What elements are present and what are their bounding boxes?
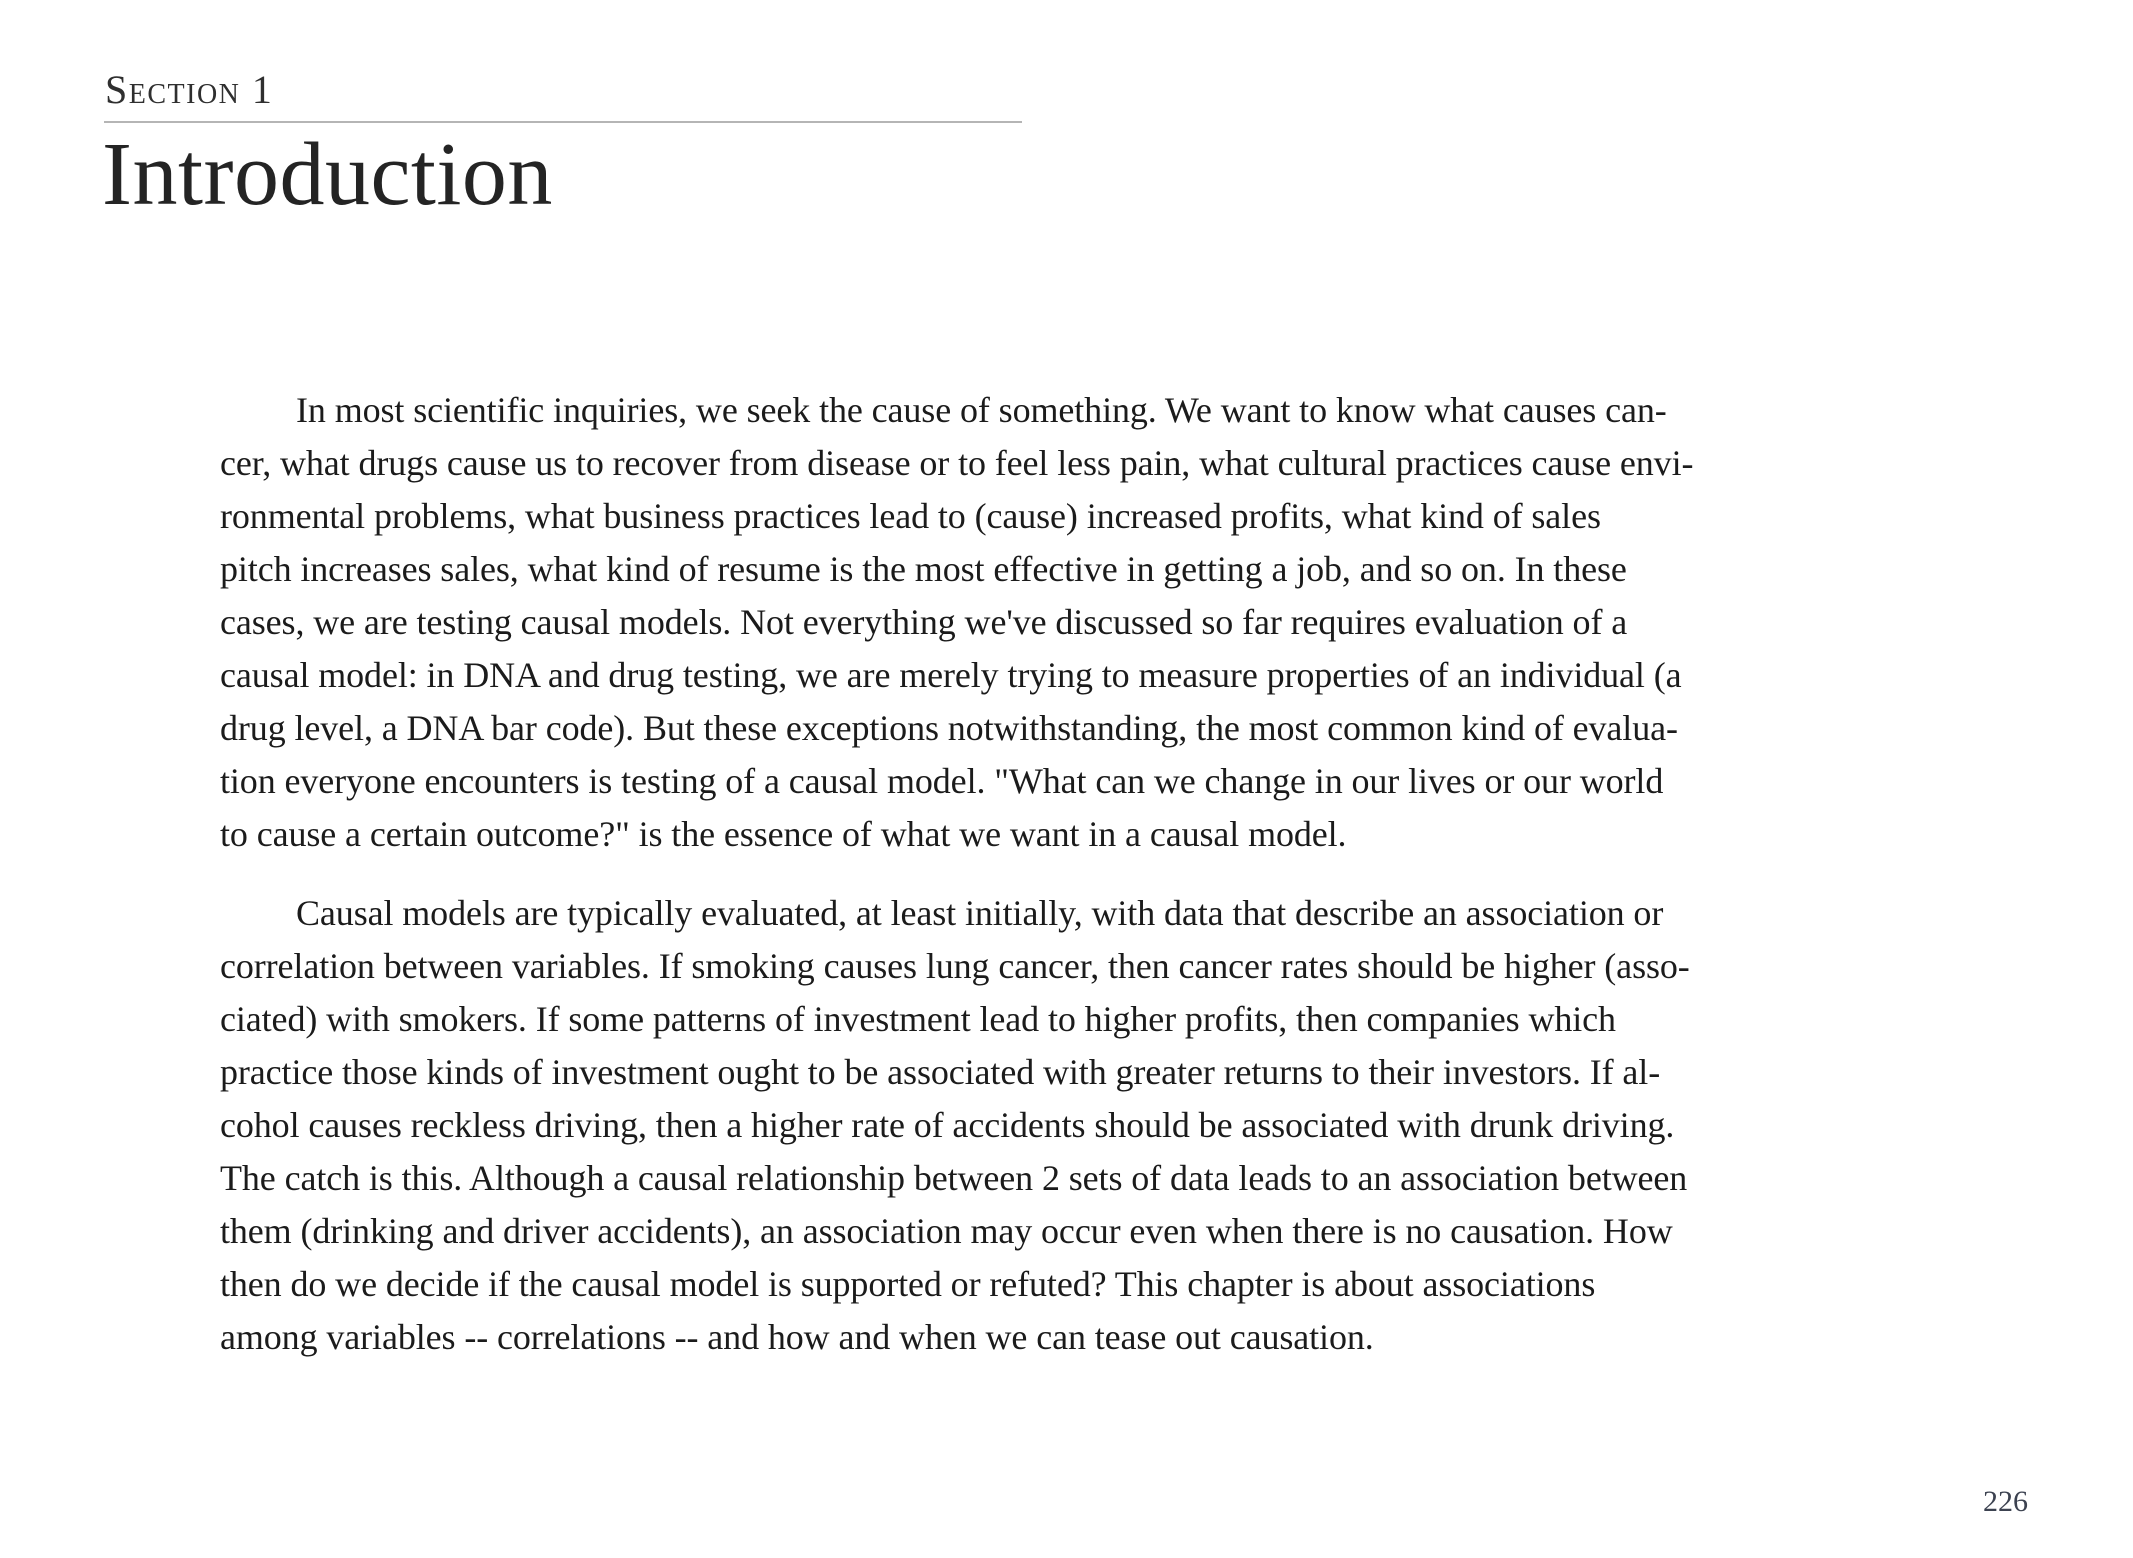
text-line: ronmental problems, what business practices lead to (cause) increased profits, what kind of sales xyxy=(220,496,1601,536)
text-line: tion everyone encounters is testing of a causal model. "What can we change in our lives or our world xyxy=(220,761,1664,801)
page-number: 226 xyxy=(1983,1485,2028,1518)
text-line: pitch increases sales, what kind of resume is the most effective in getting a job, and so on. In these xyxy=(220,549,1627,589)
text-line: cases, we are testing causal models. Not everything we've discussed so far requires evaluation of a xyxy=(220,602,1628,642)
text-line: cohol causes reckless driving, then a higher rate of accidents should be associated with drunk driving. xyxy=(220,1105,1675,1145)
text-line: among variables -- correlations -- and how and when we can tease out causation. xyxy=(220,1317,1374,1357)
text-line: them (drinking and driver accidents), an association may occur even when there is no causation. How xyxy=(220,1211,1673,1251)
text-line: practice those kinds of investment ought to be associated with greater returns to their investors. If al- xyxy=(220,1052,1661,1092)
body-text xyxy=(220,384,1960,1364)
text-line: correlation between variables. If smoking causes lung cancer, then cancer rates should be higher (asso- xyxy=(220,946,1690,986)
text-line: ciated) with smokers. If some patterns of investment lead to higher profits, then companies which xyxy=(220,999,1616,1039)
text-line: In most scientific inquiries, we seek the cause of something. We want to know what causes can- xyxy=(296,390,1667,430)
text-line: drug level, a DNA bar code). But these exceptions notwithstanding, the most common kind of evalua- xyxy=(220,708,1678,748)
text-line: The catch is this. Although a causal relationship between 2 sets of data leads to an association between xyxy=(220,1158,1688,1198)
header-rule xyxy=(104,121,1022,123)
paragraph xyxy=(220,887,1960,1364)
text-line: Causal models are typically evaluated, at least initially, with data that describe an association or xyxy=(296,893,1664,933)
text-line: cer, what drugs cause us to recover from disease or to feel less pain, what cultural practices cause envi- xyxy=(220,443,1694,483)
text-line: to cause a certain outcome?" is the essence of what we want in a causal model. xyxy=(220,814,1347,854)
paragraph xyxy=(220,384,1960,861)
text-line: causal model: in DNA and drug testing, we are merely trying to measure properties of an individual (a xyxy=(220,655,1682,695)
section-kicker: Section 1 xyxy=(105,67,274,112)
page-title: Introduction xyxy=(102,125,553,224)
text-line: then do we decide if the causal model is supported or refuted? This chapter is about associations xyxy=(220,1264,1596,1304)
